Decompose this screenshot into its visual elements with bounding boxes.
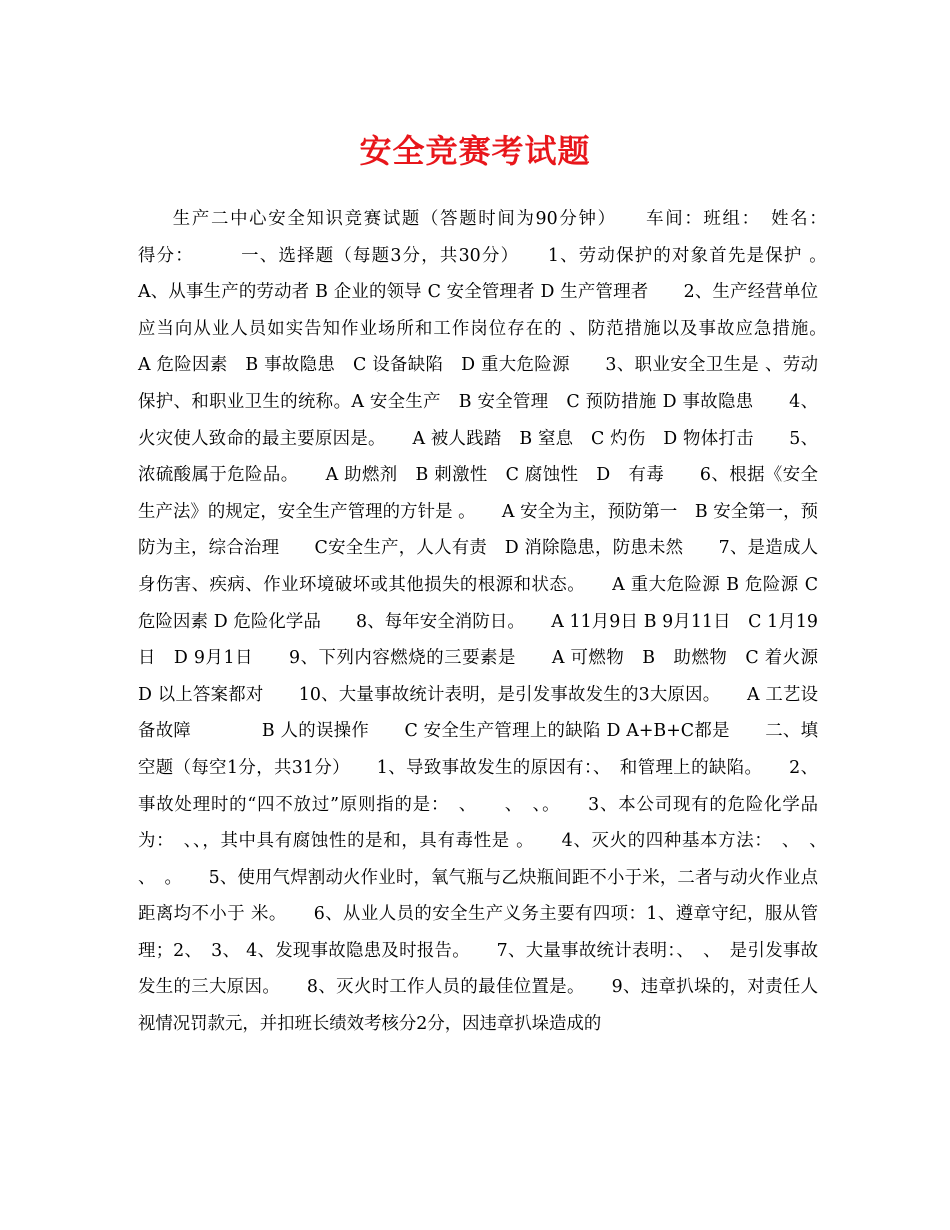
page-title: 安全竞赛考试题	[359, 132, 591, 170]
document-body: 生产二中心安全知识竞赛试题（答题时间为90分钟） 车间：班组： 姓名： 得分： 一、选择题（每题3分，共30分） 1、劳动保护的对象首先是保护 。 A、从事生产的劳动者 B 企业的领导 C 安全管理者 D 生产管理者 2、生产经营单位应当向从业人员如实告知作业场所和工作岗位存在的 、防范措施以及事故应急措施。 A 危险因素 B 事故隐患 C 设备缺陷 D 重大危险源 3、职业安全卫生是 、劳动保护、和职业卫生的统称。A 安全生产 B 安全管理 C 预防措施 D 事故隐患 4、火灾使人致命的最主要原因是。 A 被人践踏 B 窒息 C 灼伤 D 物体打击 5、浓硫酸属于危险品。 A 助燃剂 B 刺激性 C 腐蚀性 D 有毒 6、根据《安全生产法》的规定，安全生产管理的方针是 。 A 安全为主，预防第一 B 安全第一，预防为主，综合治理 C安全生产，人人有责 D 消除隐患，防患未然 7、是造成人身伤害、疾病、作业环境破坏或其他损失的根源和状态。 A 重大危险源 B 危险源 C 危险因素 D 危险化学品 8、每年安全消防日。 A 11月9日 B 9月11日 C 1月19日 D 9月1日 9、下列内容燃烧的三要素是 A 可燃物 B 助燃物 C 着火源 D 以上答案都对 10、大量事故统计表明，是引发事故发生的3大原因。 A 工艺设备故障 B 人的误操作 C 安全生产管理上的缺陷 D A+B+C都是 二、填空题（每空1分，共31分） 1、导致事故发生的原因有：、 和管理上的缺陷。 2、事故处理时的“四不放过”原则指的是： 、 、 、。 3、本公司现有的危险化学品为： 、、，其中具有腐蚀性的是和，具有毒性是 。 4、灭火的四种基本方法： 、 、 、 。 5、使用气焊割动火作业时，氧气瓶与乙炔瓶间距不小于米，二者与动火作业点距离均不小于 米。 6、从业人员的安全生产义务主要有四项：1、遵章守纪，服从管理；2、 3、 4、发现事故隐患及时报告。 7、大量事故统计表明：、 、 是引发事故发生的三大原因。 8、灭火时工作人员的最佳位置是。 9、违章扒垛的，对责任人视情况罚款元，并扣班长绩效考核分2分，因违章扒垛造成的	[138, 209, 905, 1035]
